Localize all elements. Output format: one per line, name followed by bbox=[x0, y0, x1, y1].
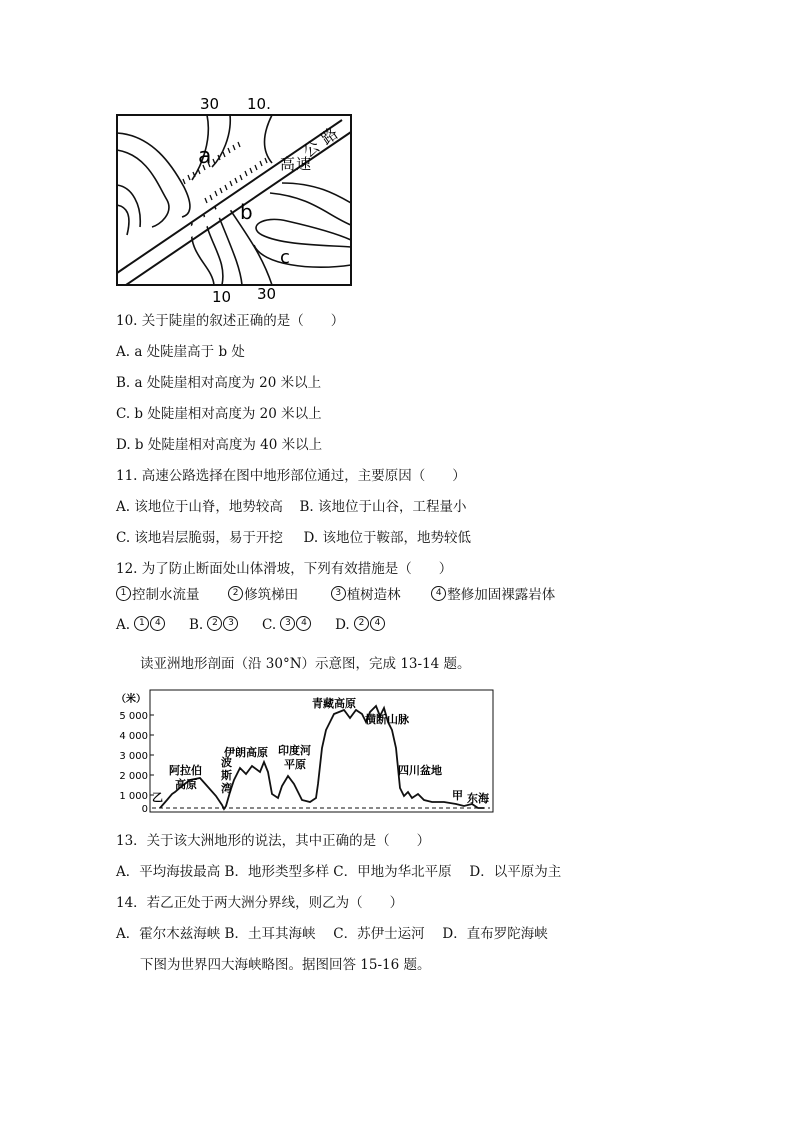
q10-option-b: B. a 处陡崖相对高度为 20 米以上 bbox=[116, 375, 322, 391]
q12-option-b bbox=[189, 617, 240, 633]
circled-number: 3 bbox=[280, 616, 295, 631]
profile-tick-1000: 1 000 bbox=[119, 791, 148, 802]
label-qinghai-tibet: 青藏高原 bbox=[312, 697, 356, 710]
q12-measure-2 bbox=[228, 587, 298, 603]
circled-number: 2 bbox=[228, 586, 243, 601]
q12-measure-3 bbox=[331, 587, 401, 603]
label-arabia-line1: 阿拉伯 bbox=[169, 764, 202, 777]
label-yi: 乙 bbox=[152, 791, 163, 804]
contour-map bbox=[112, 95, 357, 305]
label-east-sea: 东海 bbox=[467, 792, 489, 805]
option-letter: C. bbox=[262, 617, 277, 633]
circled-number: 2 bbox=[354, 616, 369, 631]
label-persian-gulf-1: 波 bbox=[221, 756, 232, 769]
measure-text: 修筑梯田 bbox=[244, 587, 299, 603]
circled-number: 4 bbox=[431, 586, 446, 601]
q11-option-b: B. 该地位于山谷，工程量小 bbox=[299, 499, 467, 515]
measure-text: 控制水流量 bbox=[132, 587, 200, 603]
q13-options: A．平均海拔最高 B．地形类型多样 C．甲地为华北平原 D．以平原为主 bbox=[116, 864, 562, 880]
label-jia: 甲 bbox=[452, 789, 463, 802]
q12-options bbox=[116, 616, 386, 638]
q11-option-d: D. 该地位于鞍部，地势较低 bbox=[303, 530, 471, 546]
q11-stem: 11. 高速公路选择在图中地形部位通过，主要原因（ ） bbox=[116, 468, 466, 484]
q10-option-c: C. b 处陡崖相对高度为 20 米以上 bbox=[116, 406, 322, 422]
label-persian-gulf-3: 湾 bbox=[221, 782, 232, 795]
q12-measure-1 bbox=[116, 587, 200, 603]
q12-option-d bbox=[335, 617, 386, 633]
circled-number: 2 bbox=[207, 616, 222, 631]
label-hengduan: 横断山脉 bbox=[365, 713, 409, 726]
point-b: b bbox=[240, 200, 253, 224]
profile-tick-5000: 5 000 bbox=[119, 711, 148, 722]
q11-option-c: C. 该地岩层脆弱，易于开挖 bbox=[116, 530, 283, 546]
label-sichuan-basin: 四川盆地 bbox=[398, 764, 442, 777]
circled-number: 1 bbox=[116, 586, 131, 601]
point-a: a bbox=[198, 144, 212, 169]
profile-tick-2000: 2 000 bbox=[119, 771, 148, 782]
intro-13-14: 读亚洲地形剖面（沿 30°N）示意图，完成 13-14 题。 bbox=[140, 656, 471, 672]
road-char-3: 速 bbox=[296, 155, 312, 173]
circled-number: 4 bbox=[296, 616, 311, 631]
circled-number: 4 bbox=[370, 616, 385, 631]
road-char-2: 公 bbox=[299, 136, 324, 162]
label-persian-gulf-2: 斯 bbox=[221, 769, 232, 782]
q13-stem: 13．关于该大洲地形的说法，其中正确的是（ ） bbox=[116, 833, 431, 849]
measure-text: 植树造林 bbox=[346, 587, 401, 603]
point-c: c bbox=[280, 247, 290, 268]
q12-option-a bbox=[116, 617, 166, 633]
q10-option-d: D. b 处陡崖相对高度为 40 米以上 bbox=[116, 437, 323, 453]
label-iran-plateau: 伊朗高原 bbox=[224, 746, 268, 759]
asia-profile-diagram bbox=[112, 688, 497, 816]
measure-text: 整修加固裸露岩体 bbox=[447, 587, 556, 603]
contour-label-10-top: 10. bbox=[247, 95, 271, 113]
circled-number: 1 bbox=[134, 616, 149, 631]
profile-unit: （米） bbox=[116, 694, 146, 705]
label-indus-line1: 印度河 bbox=[278, 744, 311, 757]
label-indus-line2: 平原 bbox=[284, 758, 306, 771]
option-letter: B. bbox=[188, 617, 204, 633]
contour-label-10-bottom: 10 bbox=[212, 288, 232, 305]
contour-label-30-top: 30 bbox=[200, 95, 220, 113]
option-letter: A. bbox=[116, 617, 131, 633]
q14-stem: 14．若乙正处于两大洲分界线，则乙为（ ） bbox=[116, 895, 404, 911]
profile-tick-3000: 3 000 bbox=[119, 751, 148, 762]
circled-number: 4 bbox=[150, 616, 165, 631]
q10-stem: 10. 关于陡崖的叙述正确的是（ ） bbox=[116, 313, 345, 329]
contour-label-30-bottom: 30 bbox=[257, 285, 277, 303]
option-letter: D. bbox=[335, 617, 350, 633]
q11-option-a: A. 该地位于山脊，地势较高 bbox=[116, 499, 283, 515]
q12-measure-4 bbox=[431, 587, 555, 603]
q12-stem: 12. 为了防止断面处山体滑坡，下列有效措施是（ ） bbox=[116, 561, 453, 577]
circled-number: 3 bbox=[223, 616, 238, 631]
profile-tick-4000: 4 000 bbox=[119, 731, 148, 742]
circled-number: 3 bbox=[331, 586, 346, 601]
q12-option-c bbox=[262, 617, 312, 633]
road-char-4: 高 bbox=[280, 155, 296, 173]
intro-15-16: 下图为世界四大海峡略图。据图回答 15-16 题。 bbox=[140, 957, 431, 973]
label-arabia-line2: 高原 bbox=[175, 778, 197, 791]
q10-option-a: A. a 处陡崖高于 b 处 bbox=[116, 344, 245, 360]
profile-tick-0: 0 bbox=[141, 804, 148, 815]
q14-options: A．霍尔木兹海峡 B．土耳其海峡 C．苏伊士运河 D．直布罗陀海峡 bbox=[116, 926, 548, 942]
q11-option-row1 bbox=[116, 499, 466, 515]
q11-option-row2 bbox=[116, 530, 471, 546]
q12-measures bbox=[116, 586, 555, 608]
road-char-1: 路 bbox=[317, 123, 342, 149]
